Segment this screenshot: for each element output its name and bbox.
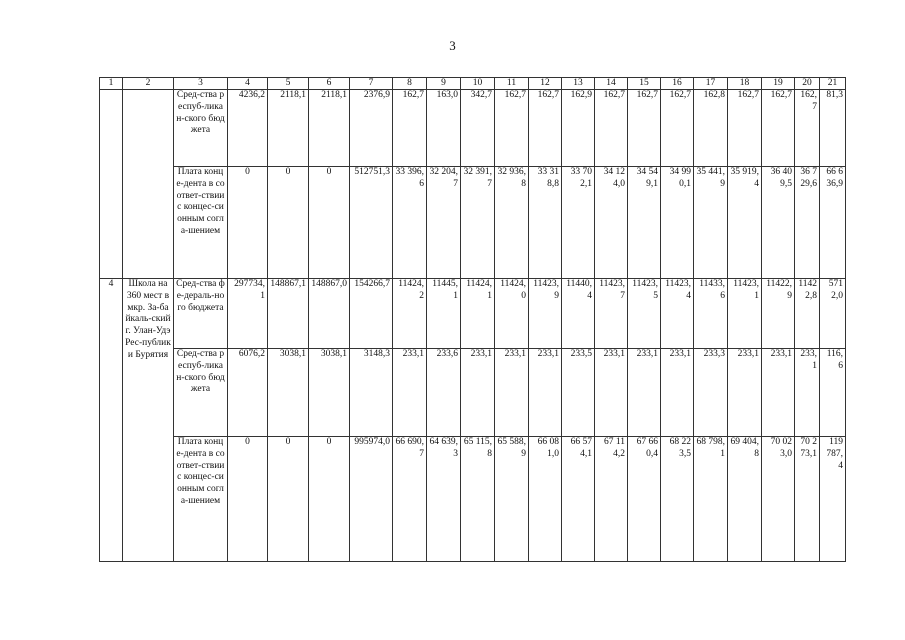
- value-cell: 297734,1: [228, 279, 268, 349]
- value-cell: 0: [309, 437, 350, 562]
- value-cell: 11423,7: [595, 279, 628, 349]
- header-cell: 13: [562, 78, 595, 90]
- value-cell: 162,7: [529, 90, 562, 167]
- value-cell: 3148,3: [350, 349, 393, 437]
- value-cell: 3038,1: [309, 349, 350, 437]
- value-cell: 162,7: [595, 90, 628, 167]
- value-cell: 995974,0: [350, 437, 393, 562]
- value-cell: 6076,2: [228, 349, 268, 437]
- table-row: [100, 90, 846, 167]
- value-cell: 162,9: [562, 90, 595, 167]
- value-cell: 34 990,1: [661, 167, 694, 279]
- header-cell: 1: [100, 78, 123, 90]
- value-cell: 11445,1: [427, 279, 461, 349]
- value-cell: 67 114,2: [595, 437, 628, 562]
- value-cell: 70 273,1: [795, 437, 820, 562]
- object-name-cell: [123, 90, 174, 279]
- value-cell: 36 729,6: [795, 167, 820, 279]
- value-cell: 66 690,7: [393, 437, 427, 562]
- value-cell: 162,8: [694, 90, 728, 167]
- header-cell: 7: [350, 78, 393, 90]
- value-cell: 35 441,9: [694, 167, 728, 279]
- value-cell: 68 223,5: [661, 437, 694, 562]
- funding-source-cell: Сред-ства фе-дераль-ного бюджета: [174, 279, 228, 349]
- value-cell: 119 787,4: [820, 437, 846, 562]
- value-cell: 162,7: [728, 90, 762, 167]
- value-cell: 11424,1: [461, 279, 495, 349]
- value-cell: 4236,2: [228, 90, 268, 167]
- value-cell: 32 391,7: [461, 167, 495, 279]
- value-cell: 154266,7: [350, 279, 393, 349]
- funding-source-cell: Плата конце-дента в соответ-ствии с концес-сионным согла-шением: [174, 437, 228, 562]
- value-cell: 33 318,8: [529, 167, 562, 279]
- value-cell: 342,7: [461, 90, 495, 167]
- header-cell: 11: [495, 78, 529, 90]
- value-cell: 162,7: [495, 90, 529, 167]
- header-cell: 21: [820, 78, 846, 90]
- header-cell: 8: [393, 78, 427, 90]
- table-row: [100, 279, 846, 349]
- header-cell: 4: [228, 78, 268, 90]
- row-number-cell: 4: [100, 279, 123, 562]
- value-cell: 34 549,1: [628, 167, 661, 279]
- value-cell: 163,0: [427, 90, 461, 167]
- value-cell: 69 404,8: [728, 437, 762, 562]
- value-cell: 65 588,9: [495, 437, 529, 562]
- value-cell: 70 023,0: [762, 437, 795, 562]
- value-cell: 233,1: [728, 349, 762, 437]
- value-cell: 65 115,8: [461, 437, 495, 562]
- value-cell: 233,5: [562, 349, 595, 437]
- value-cell: 233,1: [762, 349, 795, 437]
- value-cell: 66 574,1: [562, 437, 595, 562]
- value-cell: 35 919,4: [728, 167, 762, 279]
- table-row: [100, 437, 846, 562]
- value-cell: 81,3: [820, 90, 846, 167]
- value-cell: 0: [268, 167, 309, 279]
- value-cell: 2118,1: [309, 90, 350, 167]
- header-cell: 10: [461, 78, 495, 90]
- value-cell: 148867,0: [309, 279, 350, 349]
- value-cell: 0: [228, 167, 268, 279]
- value-cell: 2118,1: [268, 90, 309, 167]
- funding-source-cell: Плата конце-дента в соответ-ствии с концес-сионным согла-шением: [174, 167, 228, 279]
- value-cell: 5712,0: [820, 279, 846, 349]
- object-name-cell: Школа на 360 мест в мкр. За-байкаль-ский г. Улан-Удэ Рес-публики Бурятия: [123, 279, 174, 562]
- header-cell: 9: [427, 78, 461, 90]
- value-cell: 11422,9: [762, 279, 795, 349]
- budget-table: [99, 77, 846, 562]
- value-cell: 67 660,4: [628, 437, 661, 562]
- funding-source-cell: Сред-ства респуб-ликан-ского бюджета: [174, 349, 228, 437]
- value-cell: 233,1: [595, 349, 628, 437]
- header-cell: 20: [795, 78, 820, 90]
- value-cell: 233,1: [628, 349, 661, 437]
- header-cell: 18: [728, 78, 762, 90]
- funding-source-cell: Сред-ства респуб-ликан-ского бюджета: [174, 90, 228, 167]
- header-cell: 3: [174, 78, 228, 90]
- value-cell: 33 396,6: [393, 167, 427, 279]
- value-cell: 66 081,0: [529, 437, 562, 562]
- value-cell: 0: [309, 167, 350, 279]
- value-cell: 0: [228, 437, 268, 562]
- value-cell: 11423,1: [728, 279, 762, 349]
- value-cell: 233,1: [795, 349, 820, 437]
- value-cell: 3038,1: [268, 349, 309, 437]
- value-cell: 11424,2: [393, 279, 427, 349]
- value-cell: 116,6: [820, 349, 846, 437]
- header-cell: 16: [661, 78, 694, 90]
- value-cell: 233,1: [461, 349, 495, 437]
- value-cell: 233,1: [495, 349, 529, 437]
- value-cell: 32 204,7: [427, 167, 461, 279]
- value-cell: 162,7: [795, 90, 820, 167]
- value-cell: 162,7: [628, 90, 661, 167]
- value-cell: 32 936,8: [495, 167, 529, 279]
- value-cell: 66 636,9: [820, 167, 846, 279]
- value-cell: 11422,8: [795, 279, 820, 349]
- row-number-cell: [100, 90, 123, 279]
- value-cell: 11423,4: [661, 279, 694, 349]
- value-cell: 233,1: [661, 349, 694, 437]
- value-cell: 11423,5: [628, 279, 661, 349]
- value-cell: 11433,6: [694, 279, 728, 349]
- table-row: [100, 167, 846, 279]
- value-cell: 162,7: [393, 90, 427, 167]
- header-cell: 14: [595, 78, 628, 90]
- header-cell: 19: [762, 78, 795, 90]
- value-cell: 11440,4: [562, 279, 595, 349]
- value-cell: 36 409,5: [762, 167, 795, 279]
- header-cell: 5: [268, 78, 309, 90]
- value-cell: 148867,1: [268, 279, 309, 349]
- value-cell: 0: [268, 437, 309, 562]
- value-cell: 233,1: [393, 349, 427, 437]
- value-cell: 2376,9: [350, 90, 393, 167]
- header-cell: 2: [123, 78, 174, 90]
- value-cell: 162,7: [661, 90, 694, 167]
- header-row: [100, 78, 846, 90]
- value-cell: 512751,3: [350, 167, 393, 279]
- value-cell: 233,1: [529, 349, 562, 437]
- value-cell: 233,6: [427, 349, 461, 437]
- header-cell: 15: [628, 78, 661, 90]
- value-cell: 68 798,1: [694, 437, 728, 562]
- header-cell: 17: [694, 78, 728, 90]
- value-cell: 64 639,3: [427, 437, 461, 562]
- value-cell: 233,3: [694, 349, 728, 437]
- header-cell: 6: [309, 78, 350, 90]
- value-cell: 11424,0: [495, 279, 529, 349]
- value-cell: 11423,9: [529, 279, 562, 349]
- value-cell: 33 702,1: [562, 167, 595, 279]
- page-number: 3: [449, 38, 456, 53]
- value-cell: 34 124,0: [595, 167, 628, 279]
- table-row: [100, 349, 846, 437]
- header-cell: 12: [529, 78, 562, 90]
- value-cell: 162,7: [762, 90, 795, 167]
